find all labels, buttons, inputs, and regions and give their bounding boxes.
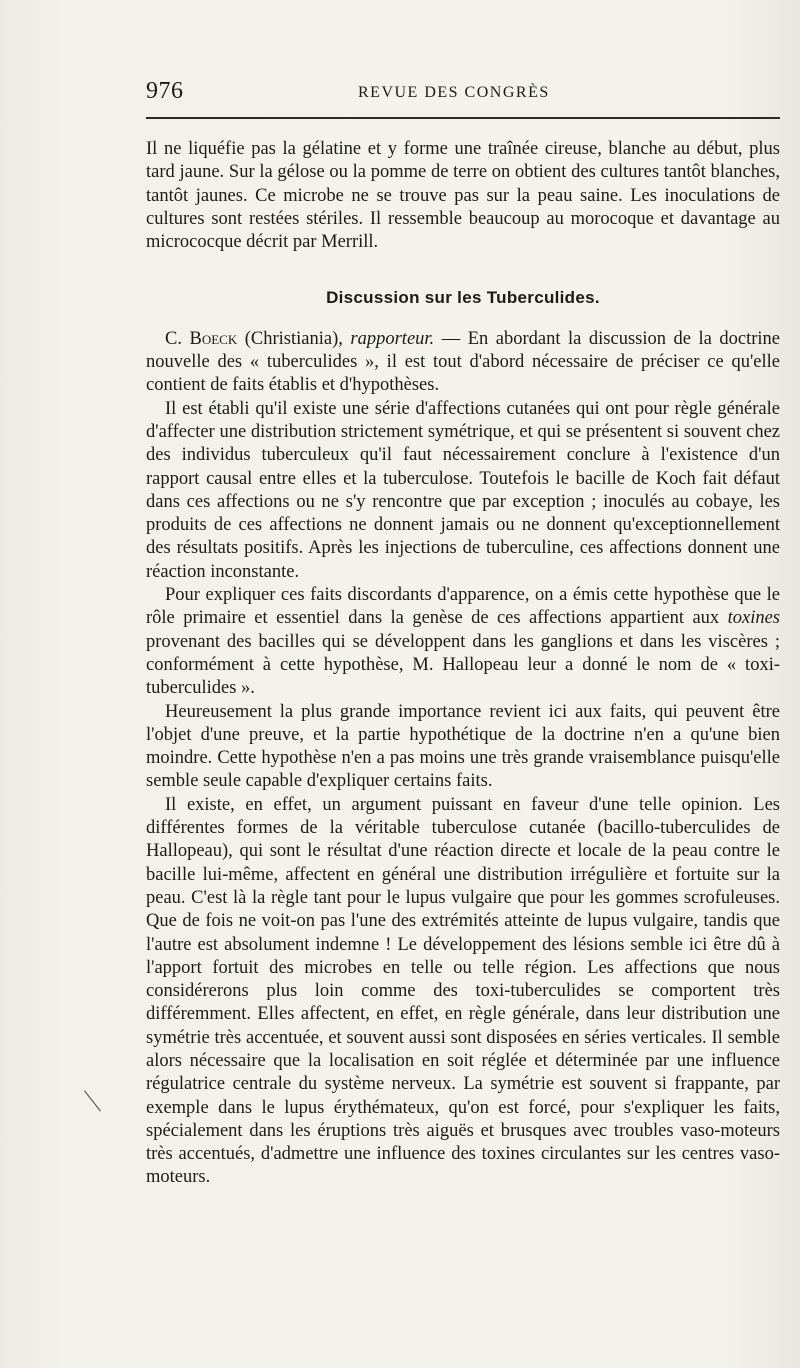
paragraph-2 bbox=[146, 328, 780, 398]
author-initial: C. bbox=[165, 328, 190, 349]
section-heading: Discussion sur les Tuberculides. bbox=[326, 288, 600, 308]
paragraph-6: Il existe, en effet, un argument puissant en faveur d'une telle opinion. Les différentes formes de la véritable tuberculose cutanée (bacillo-tuberculides de Hallopeau), qui sont le résultat d'une réaction directe et locale de la peau contre le bacille lui-même, affectent en général une distribution irrégulière et fortuite sur la peau. C'est là la règle tant pour le lupus vulgaire que pour les gommes scrofuleuses. Que de fois ne voit-on pas l'une des extrémités atteinte de lupus vulgaire, tandis que l'autre est absolument indemne ! Le développement des lésions semble ici être dû à l'apport fortuit des microbes en telle ou telle région. Les affections que nous considérerons plus loin comme des toxi-tuberculides se comportent très différemment. Elles affectent, en effet, en règle générale, dans leur distribution une symétrie très accentuée, et souvent aussi sont disposées en séries verticales. Il semble alors nécessaire que la localisation en soit réglée et déterminée par une influence régulatrice centrale du système nerveux. La symétrie est souvent si frappante, par exemple dans le lupus érythémateux, qu'on est forcé, pour s'expliquer les faits, spécialement dans les éruptions très aiguës et brusques avec troubles vaso-moteurs très accentués, d'admettre une influence des toxines circulantes sur les centres vaso-moteurs. bbox=[146, 794, 780, 1188]
author-role: rapporteur. bbox=[350, 328, 435, 349]
body-text bbox=[146, 138, 780, 1190]
page-number: 976 bbox=[146, 78, 184, 104]
header-rule bbox=[146, 117, 780, 119]
paragraph-2-text: — En abordant la discussion de la doctrine nouvelle des « tuberculides », il est tout d'abord nécessaire de préciser ce qu'elle contient de faits établis et d'hypothèses. bbox=[146, 328, 780, 396]
author-name: Boeck bbox=[189, 328, 238, 349]
paragraph-4 bbox=[146, 584, 780, 700]
page-header bbox=[146, 78, 780, 112]
paragraph-5: Heureusement la plus grande importance revient ici aux faits, qui peuvent être l'objet d'une preuve, et la partie hypothétique de la doctrine n'en a qu'une bien moindre. Cette hypothèse n'en a pas moins une très grande vraisemblance puisqu'elle semble seule capable d'expliquer certains faits. bbox=[146, 701, 780, 792]
margin-mark bbox=[84, 1090, 101, 1111]
paragraph-1: Il ne liquéfie pas la gélatine et y forme une traînée cireuse, blanche au début, plus tard jaune. Sur la gélose ou la pomme de terre on obtient des cultures tantôt blanches, tantôt jaunes. Ce microbe ne se trouve pas sur la peau saine. Les inoculations de cultures sont restées stériles. Il ressemble beaucoup au morocoque et davantage au micrococque décrit par Merrill. bbox=[146, 139, 780, 253]
italic-term: toxines bbox=[727, 608, 780, 629]
paragraph-4-before: Pour expliquer ces faits discordants d'apparence, on a émis cette hypothèse que le rôle primaire et essentiel dans la genèse de ces affections appartient aux bbox=[146, 585, 780, 629]
paragraph-3: Il est établi qu'il existe une série d'affections cutanées qui ont pour règle générale d'affecter une distribution strictement symétrique, et qui se présentent si souvent chez des individus tuberculeux qu'il faut nécessairement conclure à l'existence d'un rapport causal entre elles et la tuberculose. Toutefois le bacille de Koch fait défaut dans ces affections ou ne s'y rencontre que par exception ; inoculés au cobaye, les produits de ces affections ne donnent jamais ou ne donnent qu'exceptionnellement des résultats positifs. Après les injections de tuberculine, ces affections donnent une réaction inconstante. bbox=[146, 398, 780, 582]
running-head: REVUE DES CONGRÈS bbox=[358, 84, 550, 101]
paragraph-4-after: provenant des bacilles qui se développent dans les ganglions et dans les viscères ; conformément à cette hypothèse, M. Hallopeau leur a donné le nom de « toxi-tuberculides ». bbox=[146, 631, 780, 699]
author-place: (Christiania), bbox=[237, 328, 351, 349]
